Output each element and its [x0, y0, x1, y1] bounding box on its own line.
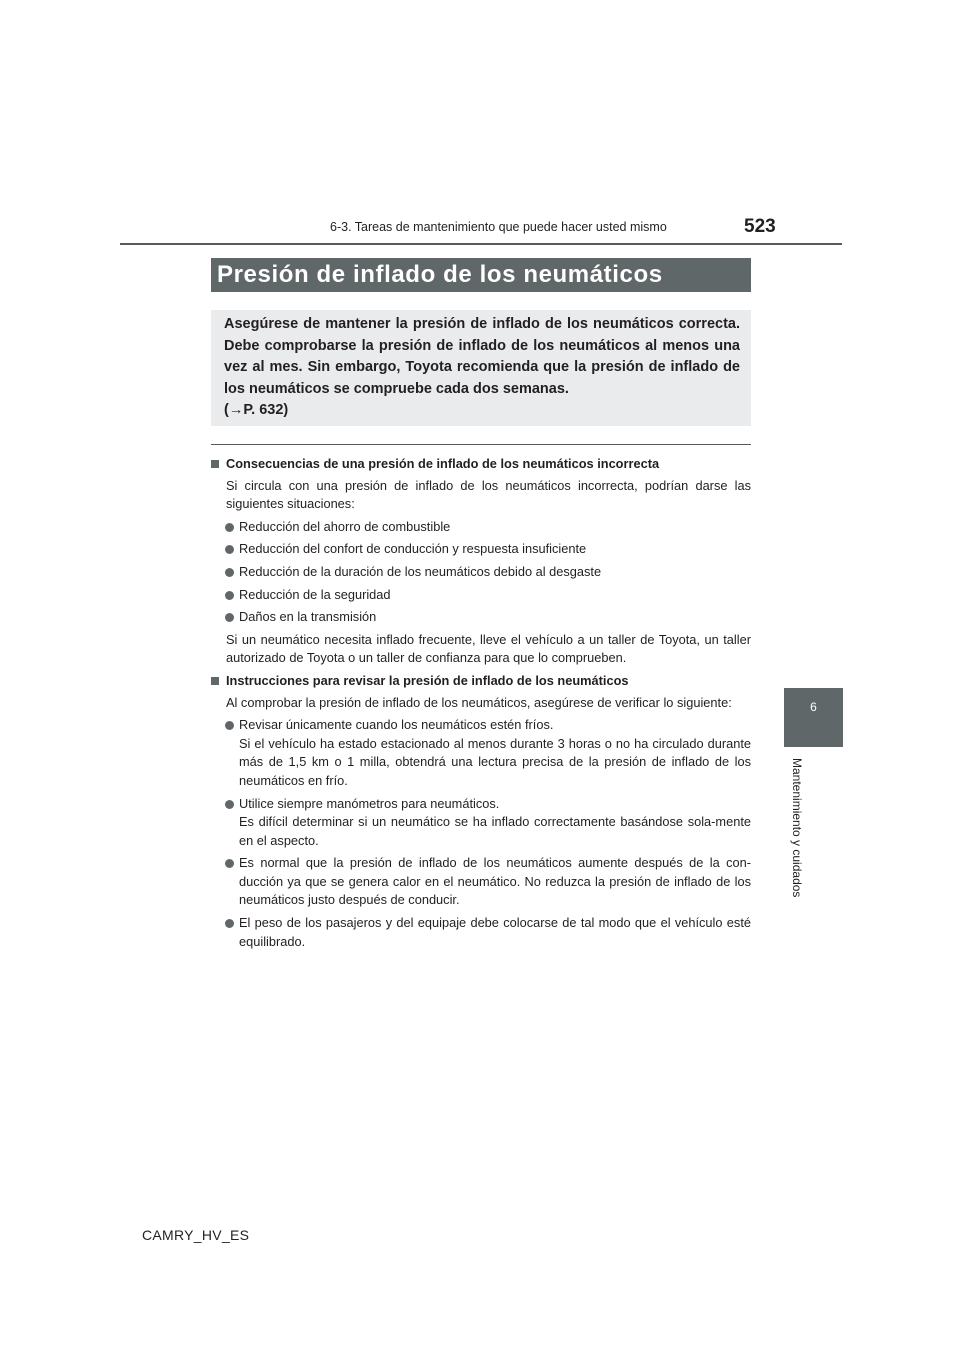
- bullet-item: [211, 540, 751, 559]
- square-bullet-icon: [211, 677, 219, 685]
- intro-body: Asegúrese de mantener la presión de inflado de los neumáticos correcta. Debe comprobarse la presión de inflado de los neumáticos al menos una vez al mes. Sin embargo, Toyota recomienda que la presión de inflado de los neumáticos se compruebe cada dos semanas.: [224, 316, 740, 397]
- page-title: Presión de inflado de los neumáticos: [217, 261, 663, 288]
- header-rule: [120, 243, 842, 245]
- section-heading-text: Instrucciones para revisar la presión de inflado de los neumáticos: [226, 672, 629, 688]
- content: [211, 455, 751, 955]
- bullet-item: [211, 563, 751, 582]
- chapter-number: 6: [810, 700, 817, 714]
- body-rule: [211, 444, 751, 445]
- section-heading-text: Consecuencias de una presión de inflado de los neumáticos incorrecta: [226, 456, 660, 471]
- bullet-text: Revisar únicamente cuando los neumáticos estén fríos.: [239, 717, 554, 733]
- footer-model-code: CAMRY_HV_ES: [142, 1227, 250, 1243]
- chapter-label: Mantenimiento y cuidados: [790, 758, 804, 898]
- bullet-item: [211, 716, 751, 790]
- bullet-text: Daños en la transmisión: [239, 609, 377, 625]
- page-number: 523: [744, 216, 776, 237]
- bullet-text: Reducción de la duración de los neumáticos debido al desgaste: [239, 563, 602, 579]
- circle-bullet-icon: [225, 859, 234, 868]
- intro-reference: (→P. 632): [224, 402, 289, 418]
- bullet-detail: Si el vehículo ha estado estacionado al menos durante 3 horas o no ha circulado durante más de 1,5 km o 1 milla, obtendrá una lectura precisa de la presión de inflado de los neumáticos en frío.: [239, 735, 751, 788]
- circle-bullet-icon: [225, 523, 234, 532]
- title-bar: [211, 258, 751, 292]
- bullet-detail: Es difícil determinar si un neumático se ha inflado correctamente basándose sola-mente en el aspecto.: [239, 814, 751, 848]
- bullet-text: Reducción del ahorro de combustible: [239, 518, 451, 534]
- circle-bullet-icon: [225, 545, 234, 554]
- bullet-item: [211, 854, 751, 910]
- section-intro: Al comprobar la presión de inflado de los neumáticos, asegúrese de verificar lo siguiente:: [226, 694, 732, 710]
- bullet-text: Reducción del confort de conducción y respuesta insuficiente: [239, 541, 587, 557]
- bullet-item: [211, 914, 751, 951]
- bullet-item: [211, 795, 751, 851]
- bullet-text: Es normal que la presión de inflado de los neumáticos aumente después de la con-ducción ya que se genera calor en el neumático. No reduzca la presión de inflado de los neumáticos justo después de conducir.: [239, 855, 751, 908]
- circle-bullet-icon: [225, 721, 234, 730]
- header-section-title: 6-3. Tareas de mantenimiento que puede hacer usted mismo: [330, 220, 667, 234]
- circle-bullet-icon: [225, 800, 234, 809]
- square-bullet-icon: [211, 460, 219, 468]
- bullet-text: El peso de los pasajeros y del equipaje debe colocarse de tal modo que el vehículo esté equilibrado.: [239, 915, 751, 949]
- chapter-tab: [784, 688, 843, 747]
- circle-bullet-icon: [225, 613, 234, 622]
- circle-bullet-icon: [225, 568, 234, 577]
- bullet-item: [211, 518, 751, 537]
- bullet-item: [211, 586, 751, 605]
- circle-bullet-icon: [225, 919, 234, 928]
- intro-box: [211, 310, 751, 426]
- intro-text: [224, 314, 740, 422]
- section-heading: [211, 455, 751, 474]
- circle-bullet-icon: [225, 591, 234, 600]
- section-heading: [211, 672, 751, 691]
- bullet-text: Reducción de la seguridad: [239, 586, 391, 602]
- section-intro: Si circula con una presión de inflado de los neumáticos incorrecta, podrían darse las siguientes situaciones:: [226, 477, 751, 512]
- bullet-item: [211, 608, 751, 627]
- section-outro: Si un neumático necesita inflado frecuente, lleve el vehículo a un taller de Toyota, un taller autorizado de Toyota o un taller de confianza para que lo comprueben.: [226, 631, 751, 666]
- bullet-text: Utilice siempre manómetros para neumáticos.: [239, 795, 500, 811]
